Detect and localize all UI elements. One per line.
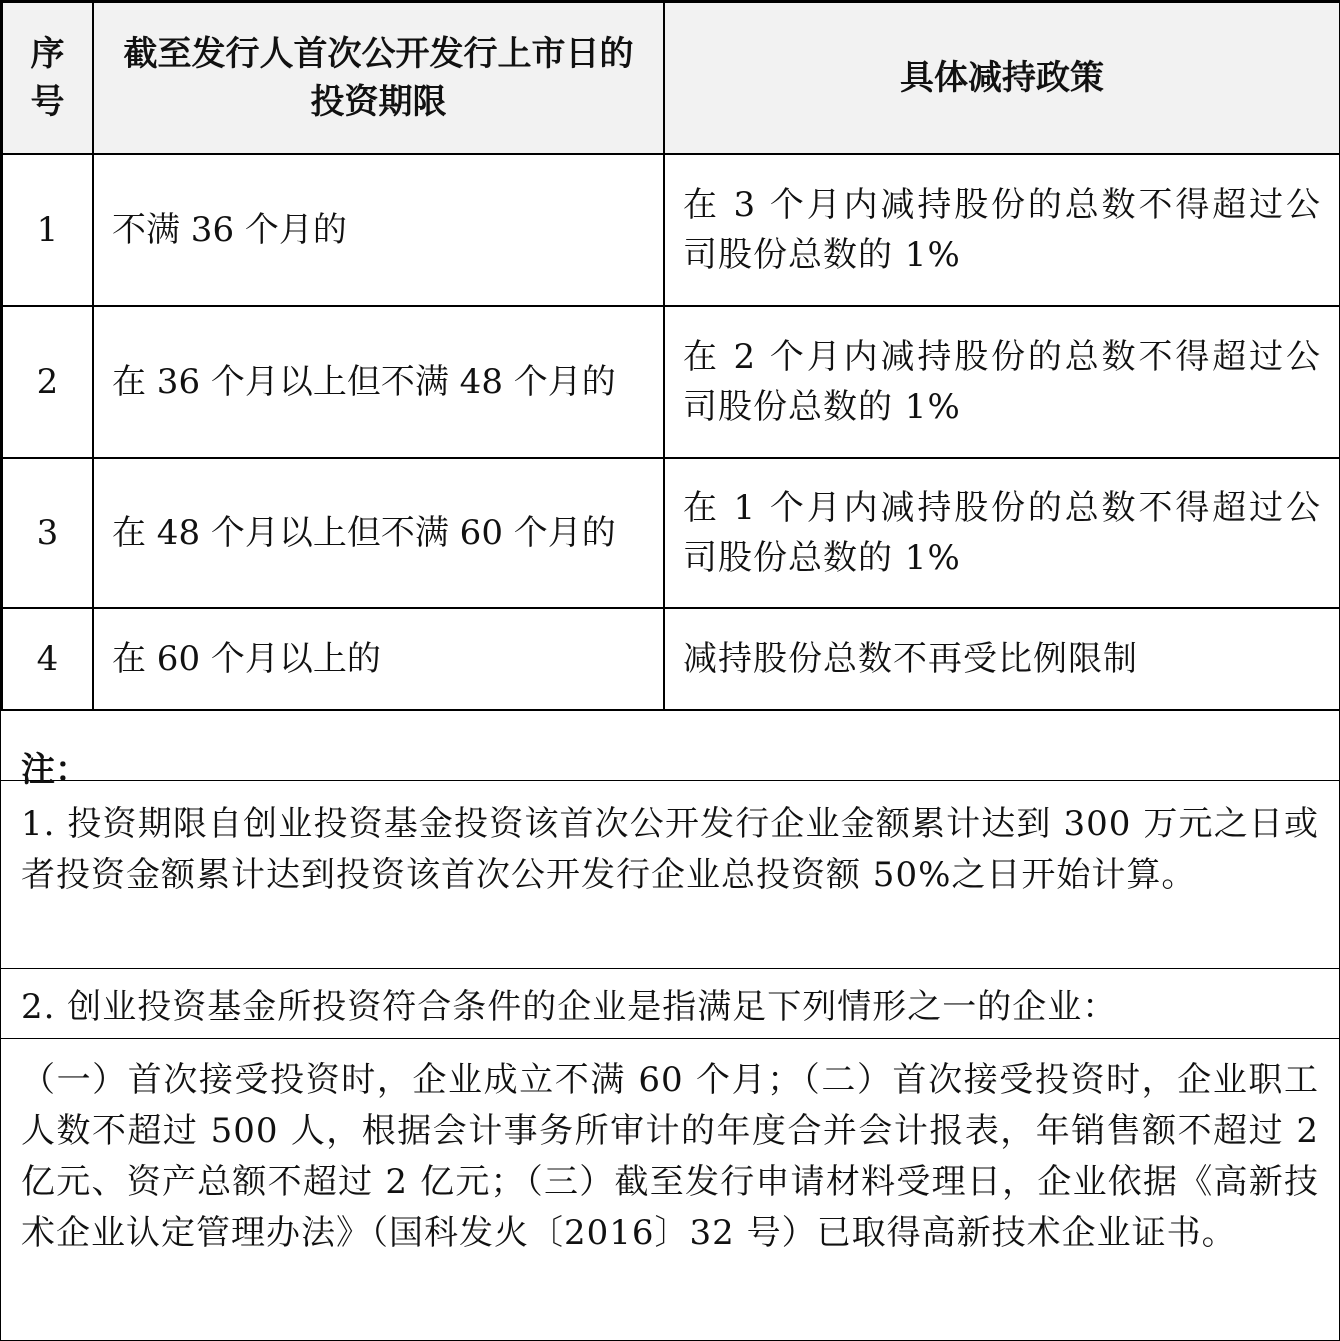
table-header-row xyxy=(2,2,1340,154)
note-item: 2. 创业投资基金所投资符合条件的企业是指满足下列情形之一的企业： xyxy=(1,969,1339,1039)
notes-title: 注： xyxy=(1,711,1339,781)
header-reduction-policy: 具体减持政策 xyxy=(664,2,1340,154)
header-investment-period: 截至发行人首次公开发行上市日的投资期限 xyxy=(93,2,664,154)
row-policy: 在 1 个月内减持股份的总数不得超过公司股份总数的 1% xyxy=(664,458,1340,608)
row-policy: 减持股份总数不再受比例限制 xyxy=(664,608,1340,710)
row-policy: 在 3 个月内减持股份的总数不得超过公司股份总数的 1% xyxy=(664,154,1340,306)
row-period: 在 48 个月以上但不满 60 个月的 xyxy=(93,458,664,608)
row-period: 在 36 个月以上但不满 48 个月的 xyxy=(93,306,664,458)
row-policy: 在 2 个月内减持股份的总数不得超过公司股份总数的 1% xyxy=(664,306,1340,458)
row-number: 1 xyxy=(2,154,93,306)
note-item: 1. 投资期限自创业投资基金投资该首次公开发行企业金额累计达到 300 万元之日或者投资金额累计达到投资该首次公开发行企业总投资额 50%之日开始计算。 xyxy=(1,781,1339,969)
table-row xyxy=(2,458,1340,608)
row-period: 不满 36 个月的 xyxy=(93,154,664,306)
note-item: （一）首次接受投资时，企业成立不满 60 个月；（二）首次接受投资时，企业职工人数不超过 500 人，根据会计事务所审计的年度合并会计报表，年销售额不超过 2 亿元、资产总额不超过 2 亿元；（三）截至发行申请材料受理日，企业依据《高新技术企业认定管理办法》（国科发火〔2016〕32 号）已取得高新技术企业证书。 xyxy=(21,1060,1319,1253)
table-row xyxy=(2,608,1340,710)
notes-section xyxy=(1,711,1339,1331)
row-number: 2 xyxy=(2,306,93,458)
row-number: 4 xyxy=(2,608,93,710)
table-row xyxy=(2,306,1340,458)
row-period: 在 60 个月以上的 xyxy=(93,608,664,710)
row-number: 3 xyxy=(2,458,93,608)
reduction-policy-table xyxy=(1,1,1340,711)
header-serial-number: 序号 xyxy=(2,2,93,154)
table-row xyxy=(2,154,1340,306)
